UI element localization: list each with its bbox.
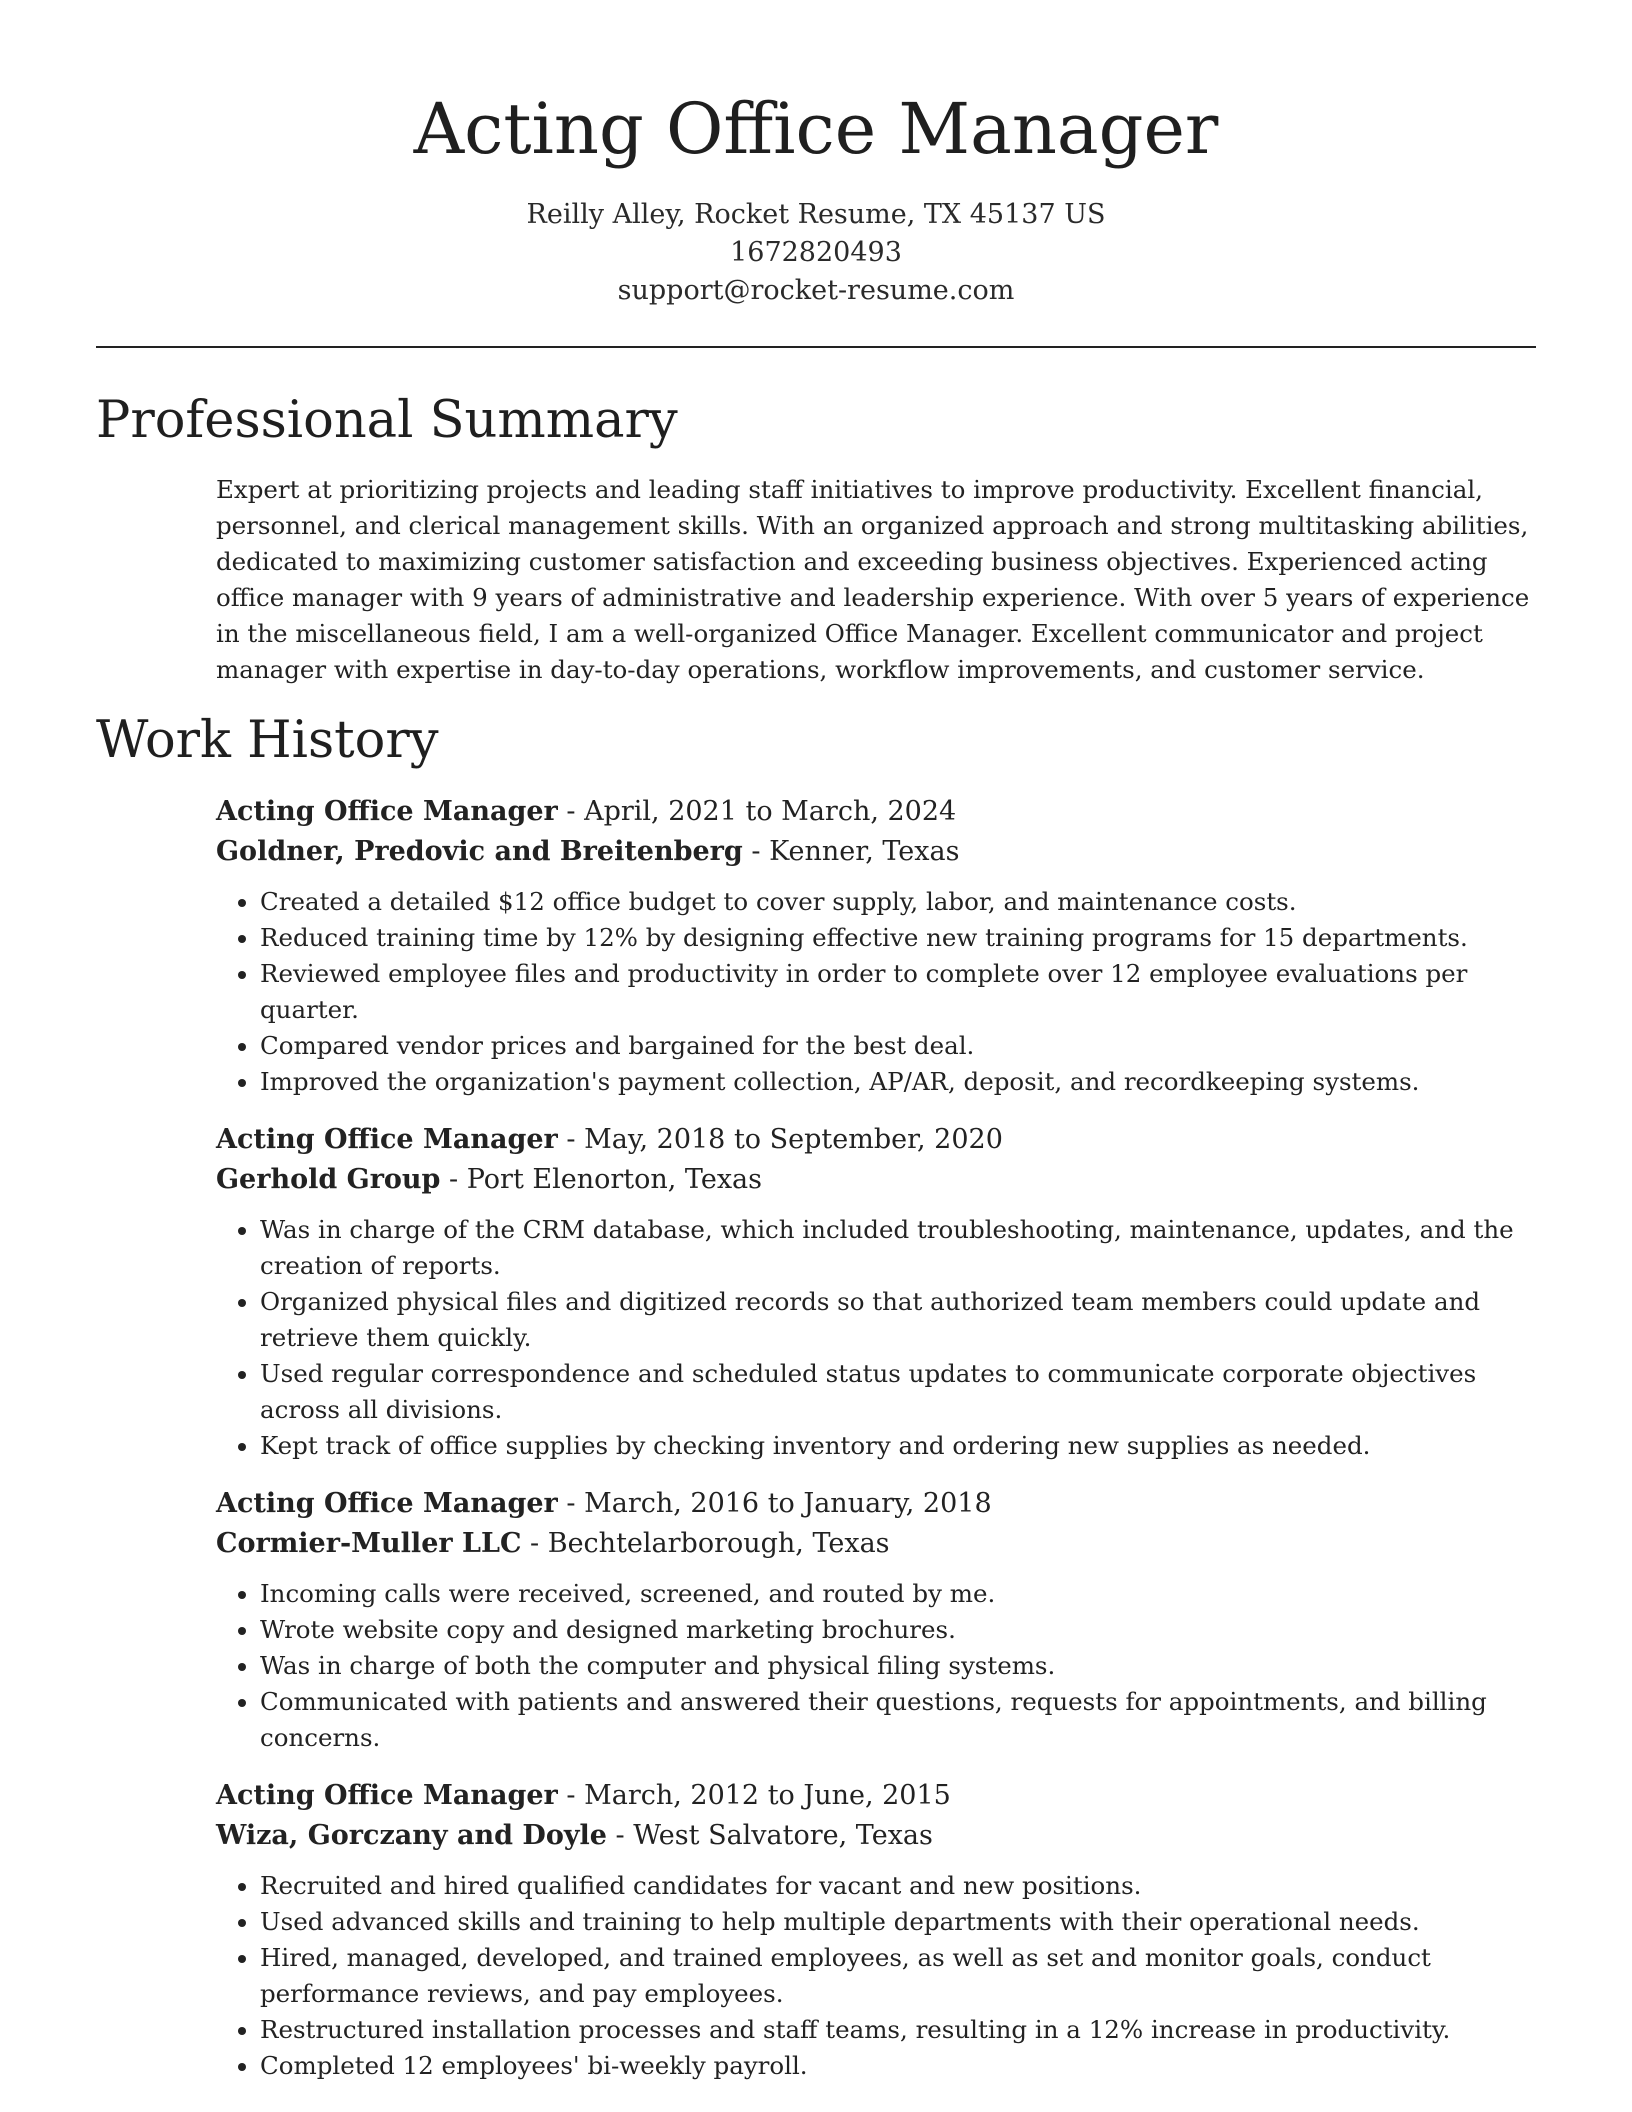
job-company-line bbox=[216, 1160, 1536, 1200]
job-bullets bbox=[216, 1576, 1536, 1756]
job-position: Acting Office Manager bbox=[216, 1780, 558, 1811]
job-bullet: • Hired, managed, developed, and trained employees, as well as set and monitor goals, conduct performance reviews, and pay employees. bbox=[260, 1940, 1536, 2012]
contact-email: support@rocket-resume.com bbox=[617, 275, 1015, 306]
job-title-line bbox=[216, 1120, 1536, 1160]
job-bullet: • Organized physical files and digitized records so that authorized team members could update and retrieve them quickly. bbox=[260, 1284, 1536, 1356]
resume-header bbox=[96, 0, 1536, 310]
candidate-name: Acting Office Manager bbox=[413, 88, 1219, 170]
job-bullet: • Used regular correspondence and scheduled status updates to communicate corporate objectives across all divisions. bbox=[260, 1356, 1536, 1428]
job-bullet: • Was in charge of the CRM database, which included troubleshooting, maintenance, updates, and the creation of reports. bbox=[260, 1212, 1536, 1284]
job-title-line bbox=[216, 1776, 1536, 1816]
job-bullet: • Completed 12 employees' bi-weekly payroll. bbox=[260, 2048, 1536, 2084]
job-position: Acting Office Manager bbox=[216, 1124, 558, 1155]
job-entry bbox=[216, 1484, 1536, 1756]
job-entry bbox=[216, 1776, 1536, 2084]
job-title-line bbox=[216, 792, 1536, 832]
job-company: Wiza, Gorczany and Doyle bbox=[216, 1820, 607, 1851]
job-dates: - May, 2018 to September, 2020 bbox=[557, 1124, 1003, 1155]
job-dates: - March, 2012 to June, 2015 bbox=[557, 1780, 951, 1811]
job-location: - Kenner, Texas bbox=[742, 836, 960, 867]
job-dates: - April, 2021 to March, 2024 bbox=[557, 796, 957, 827]
job-company: Goldner, Predovic and Breitenberg bbox=[216, 836, 743, 867]
job-company: Gerhold Group bbox=[216, 1164, 441, 1195]
job-entry bbox=[216, 1120, 1536, 1464]
job-bullet: • Used advanced skills and training to help multiple departments with their operational needs. bbox=[260, 1904, 1536, 1940]
summary-text: Expert at prioritizing projects and leading staff initiatives to improve productivity. Excellent financial, personnel, and clerical management skills. With an organized approach and strong multitasking abilities, dedicated to maximizing customer satisfaction and exceeding business objectives. Experienced acting office manager with 9 years of administrative and leadership experience. With over 5 years of experience in the miscellaneous field, I am a well-organized Office Manager. Excellent communicator and project manager with expertise in day-to-day operations, workflow improvements, and customer service. bbox=[216, 475, 1530, 684]
job-position: Acting Office Manager bbox=[216, 796, 558, 827]
job-company-line bbox=[216, 832, 1536, 872]
job-bullet: • Reduced training time by 12% by designing effective new training programs for 15 departments. bbox=[260, 920, 1536, 956]
job-bullet: • Recruited and hired qualified candidates for vacant and new positions. bbox=[260, 1868, 1536, 1904]
contact-address: Reilly Alley, Rocket Resume, TX 45137 US bbox=[526, 199, 1106, 230]
job-title-line bbox=[216, 1484, 1536, 1524]
job-entry bbox=[216, 792, 1536, 1100]
job-position: Acting Office Manager bbox=[216, 1488, 558, 1519]
job-bullet: • Kept track of office supplies by checking inventory and ordering new supplies as needed. bbox=[260, 1428, 1536, 1464]
job-bullet: • Compared vendor prices and bargained for the best deal. bbox=[260, 1028, 1536, 1064]
job-company: Cormier-Muller LLC bbox=[216, 1528, 522, 1559]
job-bullet: • Reviewed employee files and productivity in order to complete over 12 employee evaluations per quarter. bbox=[260, 956, 1536, 1028]
job-dates: - March, 2016 to January, 2018 bbox=[557, 1488, 992, 1519]
work-history-heading: Work History bbox=[96, 711, 439, 770]
job-bullets bbox=[216, 1868, 1536, 2084]
job-location: - Bechtelarborough, Texas bbox=[521, 1528, 890, 1559]
job-bullet: • Incoming calls were received, screened, and routed by me. bbox=[260, 1576, 1536, 1612]
contact-phone: 1672820493 bbox=[730, 237, 902, 268]
job-bullets bbox=[216, 1212, 1536, 1464]
job-bullet: • Restructured installation processes and staff teams, resulting in a 12% increase in productivity. bbox=[260, 2012, 1536, 2048]
job-company-line bbox=[216, 1816, 1536, 1856]
job-bullet: • Wrote website copy and designed marketing brochures. bbox=[260, 1612, 1536, 1648]
job-location: - Port Elenorton, Texas bbox=[440, 1164, 762, 1195]
job-bullet: • Was in charge of both the computer and physical filing systems. bbox=[260, 1648, 1536, 1684]
contact-info bbox=[96, 196, 1536, 310]
job-bullet: • Communicated with patients and answered their questions, requests for appointments, and billing concerns. bbox=[260, 1684, 1536, 1756]
job-bullet: • Improved the organization's payment collection, AP/AR, deposit, and recordkeeping systems. bbox=[260, 1064, 1536, 1100]
job-location: - West Salvatore, Texas bbox=[606, 1820, 933, 1851]
summary-heading: Professional Summary bbox=[96, 391, 678, 450]
job-bullet: • Created a detailed $12 office budget to cover supply, labor, and maintenance costs. bbox=[260, 884, 1536, 920]
header-divider bbox=[96, 346, 1536, 348]
job-bullets bbox=[216, 884, 1536, 1100]
work-history-list bbox=[96, 792, 1536, 2084]
job-company-line bbox=[216, 1524, 1536, 1564]
